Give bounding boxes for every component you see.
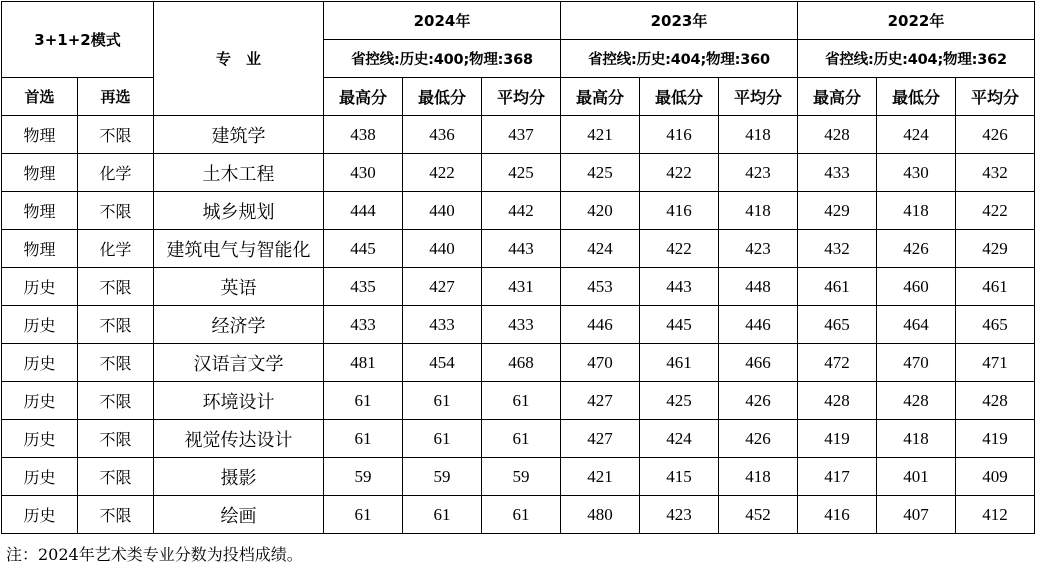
score-cell: 445 bbox=[324, 230, 403, 268]
score-cell: 428 bbox=[956, 382, 1035, 420]
table-row bbox=[2, 230, 1035, 268]
score-cell: 421 bbox=[561, 116, 640, 154]
score-cell: 481 bbox=[324, 344, 403, 382]
stat-max-2022: 最高分 bbox=[798, 78, 877, 116]
second-choice-cell: 化学 bbox=[78, 154, 154, 192]
score-cell: 468 bbox=[482, 344, 561, 382]
major-cell: 建筑学 bbox=[154, 116, 324, 154]
score-cell: 421 bbox=[561, 458, 640, 496]
score-cell: 461 bbox=[956, 268, 1035, 306]
control-line-2024: 省控线:历史:400;物理:368 bbox=[324, 40, 561, 78]
second-choice-cell: 不限 bbox=[78, 496, 154, 534]
score-cell: 423 bbox=[719, 230, 798, 268]
score-cell: 61 bbox=[482, 420, 561, 458]
score-cell: 418 bbox=[719, 116, 798, 154]
score-cell: 415 bbox=[640, 458, 719, 496]
score-cell: 440 bbox=[403, 230, 482, 268]
score-cell: 425 bbox=[640, 382, 719, 420]
table-row bbox=[2, 192, 1035, 230]
score-cell: 430 bbox=[877, 154, 956, 192]
score-cell: 437 bbox=[482, 116, 561, 154]
score-cell: 416 bbox=[640, 192, 719, 230]
control-line-2023: 省控线:历史:404;物理:360 bbox=[561, 40, 798, 78]
second-choice-cell: 不限 bbox=[78, 344, 154, 382]
score-cell: 409 bbox=[956, 458, 1035, 496]
table-row bbox=[2, 306, 1035, 344]
score-cell: 472 bbox=[798, 344, 877, 382]
first-choice-cell: 物理 bbox=[2, 154, 78, 192]
table-row bbox=[2, 420, 1035, 458]
first-choice-cell: 物理 bbox=[2, 116, 78, 154]
score-cell: 412 bbox=[956, 496, 1035, 534]
second-choice-cell: 不限 bbox=[78, 192, 154, 230]
first-choice-cell: 历史 bbox=[2, 496, 78, 534]
first-choice-cell: 历史 bbox=[2, 268, 78, 306]
score-cell: 480 bbox=[561, 496, 640, 534]
score-cell: 61 bbox=[324, 496, 403, 534]
table-row bbox=[2, 154, 1035, 192]
second-choice-header: 再选 bbox=[78, 78, 154, 116]
major-cell: 视觉传达设计 bbox=[154, 420, 324, 458]
table-row bbox=[2, 116, 1035, 154]
score-cell: 471 bbox=[956, 344, 1035, 382]
mode-header: 3+1+2模式 bbox=[2, 2, 154, 78]
stat-avg-2022: 平均分 bbox=[956, 78, 1035, 116]
score-cell: 429 bbox=[798, 192, 877, 230]
score-cell: 418 bbox=[719, 458, 798, 496]
table-row bbox=[2, 496, 1035, 534]
score-cell: 422 bbox=[956, 192, 1035, 230]
second-choice-cell: 不限 bbox=[78, 116, 154, 154]
second-choice-cell: 不限 bbox=[78, 420, 154, 458]
score-cell: 61 bbox=[324, 382, 403, 420]
stat-min-2023: 最低分 bbox=[640, 78, 719, 116]
first-choice-cell: 历史 bbox=[2, 344, 78, 382]
major-cell: 汉语言文学 bbox=[154, 344, 324, 382]
score-cell: 433 bbox=[798, 154, 877, 192]
stat-max-2023: 最高分 bbox=[561, 78, 640, 116]
score-cell: 465 bbox=[956, 306, 1035, 344]
score-cell: 428 bbox=[798, 116, 877, 154]
score-cell: 59 bbox=[482, 458, 561, 496]
score-cell: 453 bbox=[561, 268, 640, 306]
control-line-2022: 省控线:历史:404;物理:362 bbox=[798, 40, 1035, 78]
score-cell: 438 bbox=[324, 116, 403, 154]
major-header: 专 业 bbox=[154, 2, 324, 116]
score-cell: 431 bbox=[482, 268, 561, 306]
stat-avg-2023: 平均分 bbox=[719, 78, 798, 116]
stat-min-2022: 最低分 bbox=[877, 78, 956, 116]
score-cell: 416 bbox=[798, 496, 877, 534]
score-cell: 440 bbox=[403, 192, 482, 230]
score-cell: 422 bbox=[640, 230, 719, 268]
score-cell: 436 bbox=[403, 116, 482, 154]
score-cell: 443 bbox=[640, 268, 719, 306]
footnote: 注：2024年艺术类专业分数为投档成绩。 bbox=[6, 545, 303, 564]
first-choice-cell: 历史 bbox=[2, 382, 78, 420]
major-cell: 摄影 bbox=[154, 458, 324, 496]
score-cell: 432 bbox=[798, 230, 877, 268]
stat-avg-2024: 平均分 bbox=[482, 78, 561, 116]
score-cell: 465 bbox=[798, 306, 877, 344]
table-row bbox=[2, 458, 1035, 496]
score-cell: 427 bbox=[561, 420, 640, 458]
score-cell: 446 bbox=[719, 306, 798, 344]
score-cell: 423 bbox=[719, 154, 798, 192]
major-cell: 绘画 bbox=[154, 496, 324, 534]
score-cell: 425 bbox=[561, 154, 640, 192]
major-cell: 经济学 bbox=[154, 306, 324, 344]
second-choice-cell: 不限 bbox=[78, 306, 154, 344]
score-cell: 452 bbox=[719, 496, 798, 534]
major-cell: 城乡规划 bbox=[154, 192, 324, 230]
score-cell: 424 bbox=[561, 230, 640, 268]
score-cell: 61 bbox=[403, 382, 482, 420]
score-cell: 461 bbox=[640, 344, 719, 382]
score-cell: 419 bbox=[798, 420, 877, 458]
score-cell: 426 bbox=[956, 116, 1035, 154]
score-cell: 407 bbox=[877, 496, 956, 534]
score-cell: 432 bbox=[956, 154, 1035, 192]
score-cell: 424 bbox=[877, 116, 956, 154]
first-choice-cell: 历史 bbox=[2, 458, 78, 496]
score-cell: 426 bbox=[877, 230, 956, 268]
score-cell: 416 bbox=[640, 116, 719, 154]
score-cell: 430 bbox=[324, 154, 403, 192]
score-cell: 417 bbox=[798, 458, 877, 496]
score-cell: 445 bbox=[640, 306, 719, 344]
major-cell: 环境设计 bbox=[154, 382, 324, 420]
score-cell: 426 bbox=[719, 382, 798, 420]
first-choice-cell: 物理 bbox=[2, 192, 78, 230]
table-row bbox=[2, 268, 1035, 306]
score-cell: 429 bbox=[956, 230, 1035, 268]
first-choice-cell: 历史 bbox=[2, 306, 78, 344]
first-choice-cell: 历史 bbox=[2, 420, 78, 458]
score-cell: 433 bbox=[403, 306, 482, 344]
score-cell: 433 bbox=[482, 306, 561, 344]
score-cell: 59 bbox=[324, 458, 403, 496]
table-row bbox=[2, 344, 1035, 382]
score-cell: 428 bbox=[877, 382, 956, 420]
score-cell: 444 bbox=[324, 192, 403, 230]
score-cell: 448 bbox=[719, 268, 798, 306]
score-cell: 435 bbox=[324, 268, 403, 306]
second-choice-cell: 化学 bbox=[78, 230, 154, 268]
second-choice-cell: 不限 bbox=[78, 458, 154, 496]
score-cell: 454 bbox=[403, 344, 482, 382]
score-cell: 418 bbox=[877, 420, 956, 458]
major-cell: 英语 bbox=[154, 268, 324, 306]
score-cell: 425 bbox=[482, 154, 561, 192]
first-choice-header: 首选 bbox=[2, 78, 78, 116]
first-choice-cell: 物理 bbox=[2, 230, 78, 268]
score-cell: 418 bbox=[719, 192, 798, 230]
score-cell: 401 bbox=[877, 458, 956, 496]
score-cell: 419 bbox=[956, 420, 1035, 458]
score-cell: 61 bbox=[403, 496, 482, 534]
score-cell: 427 bbox=[561, 382, 640, 420]
major-cell: 土木工程 bbox=[154, 154, 324, 192]
score-cell: 470 bbox=[561, 344, 640, 382]
score-cell: 418 bbox=[877, 192, 956, 230]
stat-min-2024: 最低分 bbox=[403, 78, 482, 116]
score-cell: 61 bbox=[482, 382, 561, 420]
score-cell: 61 bbox=[482, 496, 561, 534]
score-cell: 470 bbox=[877, 344, 956, 382]
score-cell: 423 bbox=[640, 496, 719, 534]
major-cell: 建筑电气与智能化 bbox=[154, 230, 324, 268]
score-cell: 422 bbox=[403, 154, 482, 192]
score-cell: 461 bbox=[798, 268, 877, 306]
admission-scores-table bbox=[1, 1, 1035, 534]
table-row bbox=[2, 382, 1035, 420]
score-cell: 427 bbox=[403, 268, 482, 306]
score-cell: 460 bbox=[877, 268, 956, 306]
stat-max-2024: 最高分 bbox=[324, 78, 403, 116]
score-cell: 424 bbox=[640, 420, 719, 458]
second-choice-cell: 不限 bbox=[78, 382, 154, 420]
score-cell: 464 bbox=[877, 306, 956, 344]
score-cell: 59 bbox=[403, 458, 482, 496]
score-cell: 426 bbox=[719, 420, 798, 458]
score-cell: 61 bbox=[403, 420, 482, 458]
score-cell: 433 bbox=[324, 306, 403, 344]
year-2023-header: 2023年 bbox=[561, 2, 798, 40]
score-cell: 443 bbox=[482, 230, 561, 268]
year-2022-header: 2022年 bbox=[798, 2, 1035, 40]
second-choice-cell: 不限 bbox=[78, 268, 154, 306]
score-cell: 442 bbox=[482, 192, 561, 230]
score-cell: 420 bbox=[561, 192, 640, 230]
score-cell: 422 bbox=[640, 154, 719, 192]
score-cell: 61 bbox=[324, 420, 403, 458]
header-row-years bbox=[2, 2, 1035, 40]
score-cell: 446 bbox=[561, 306, 640, 344]
score-cell: 428 bbox=[798, 382, 877, 420]
year-2024-header: 2024年 bbox=[324, 2, 561, 40]
score-cell: 466 bbox=[719, 344, 798, 382]
